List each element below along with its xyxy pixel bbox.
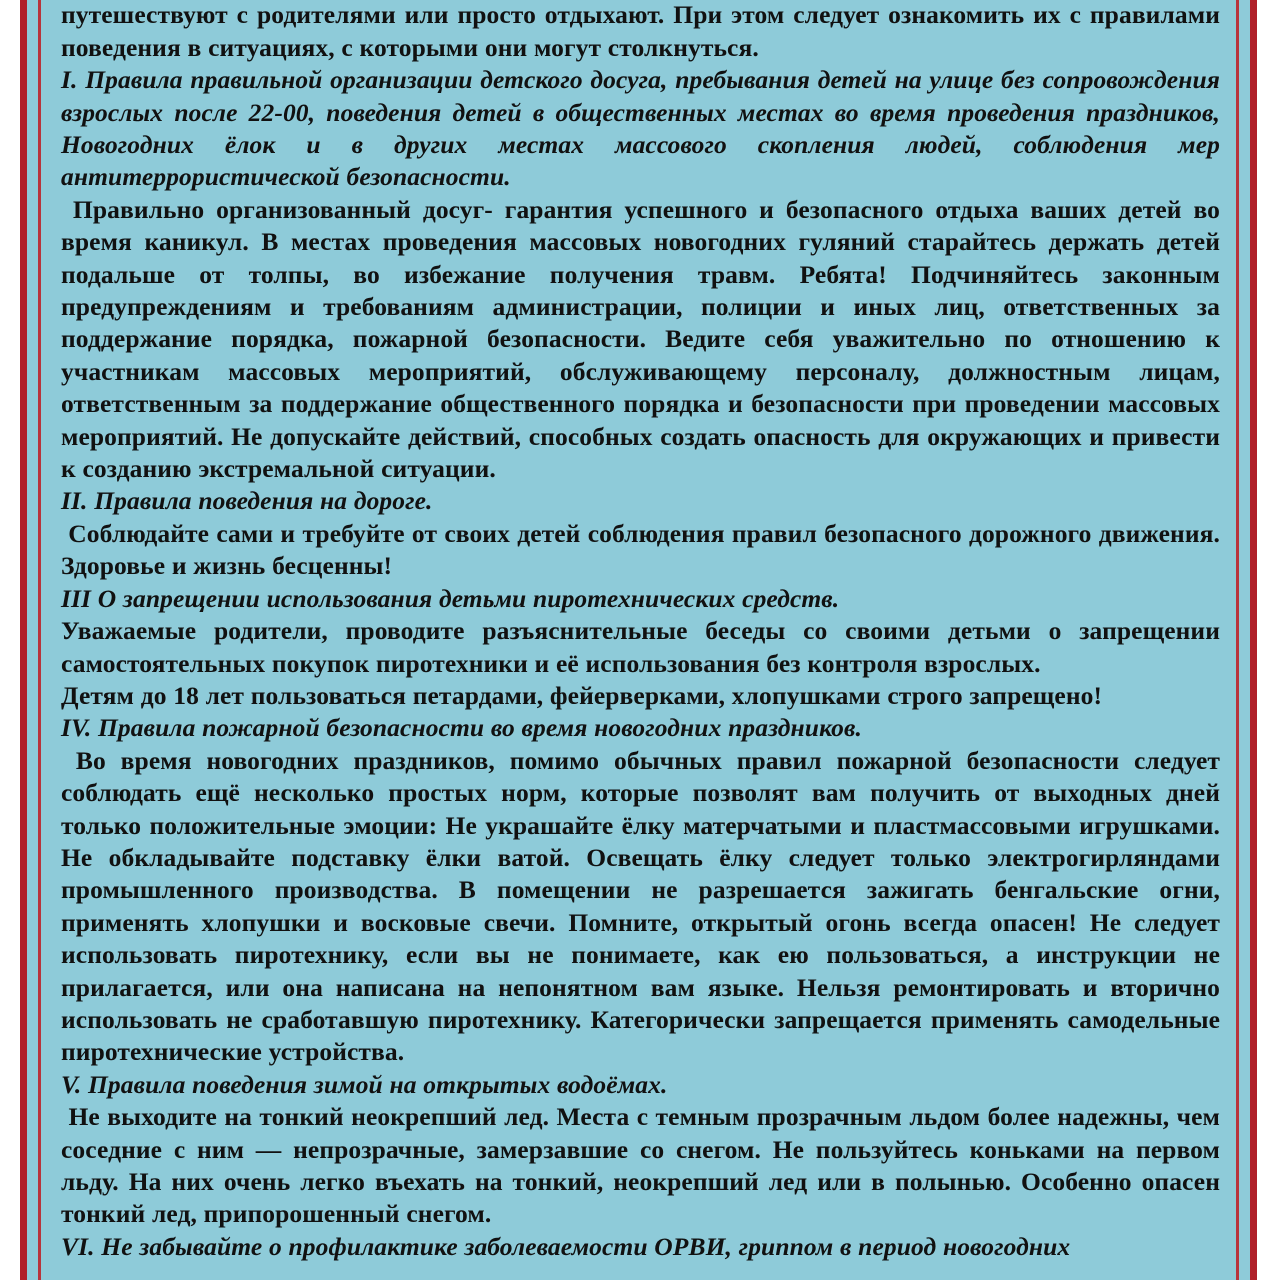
memo-body [61, 0, 1220, 1263]
section-heading-5: V. Правила поведения зимой на открытых водоёмах. [61, 1069, 668, 1099]
section-heading-3: III О запрещении использования детьми пиротехнических средств. [61, 583, 840, 613]
section-body-3a: Уважаемые родители, проводите разъяснительные беседы со своими детьми о запрещении самостоятельных покупок пиротехники и её использования без контроля взрослых. [61, 616, 1220, 678]
section-body-2: Соблюдайте сами и требуйте от своих детей соблюдения правил безопасного дорожного движения. Здоровье и жизнь бесценны! [61, 518, 1220, 581]
section-body-1: Правильно организованный досуг- гарантия успешного и безопасного отдыха ваших детей во время каникул. В местах проведения массовых новогодних гуляний старайтесь держать детей подальше от толпы, во избежание получения травм. Ребята! Подчиняйтесь законным предупреждениям и требованиям администрации, полиции и иных лиц, ответственных за поддержание порядка, пожарной безопасности. Ведите себя уважительно по отношению к участникам массовых мероприятий, обслуживающему персоналу, должностным лицам, ответственным за поддержание общественного порядка и безопасности при проведении массовых мероприятий. Не допускайте действий, способных создать опасность для окружающих и привести к созданию экстремальной ситуации. [61, 194, 1220, 484]
section-heading-1: I. Правила правильной организации детского досуга, пребывания детей на улице без сопровождения взрослых после 22-00, поведения детей в общественных местах во время проведения праздников, Новогодних ёлок и в других местах массового скопления людей, соблюдения мер антитеррористической безопасности. [61, 65, 1220, 192]
inner-rule-left [38, 0, 41, 1280]
section-body-5: Не выходите на тонкий неокрепший лед. Места с темным прозрачным льдом более надежны, чем соседние с ним — непрозрачные, замерзавшие со снегом. Не пользуйтесь коньками на первом льду. На них очень легко въехать на тонкий, неокрепший лед или в полынью. Особенно опасен тонкий лед, припорошенный снегом. [61, 1102, 1220, 1229]
section-heading-6: VI. Не забывайте о профилактике заболеваемости ОРВИ, гриппом в период новогодних [61, 1231, 1071, 1261]
section-body-3b: Детям до 18 лет пользоваться петардами, фейерверками, хлопушками строго запрещено! [61, 680, 1103, 710]
inner-rule-right [1236, 0, 1239, 1280]
intro-paragraph: путешествуют с родителями или просто отдыхают. При этом следует ознакомить их с правилами поведения в ситуациях, с которыми они могут столкнуться. [61, 0, 1220, 62]
section-heading-4: IV. Правила пожарной безопасности во время новогодних праздников. [61, 713, 862, 743]
memo-sheet [20, 0, 1257, 1280]
section-body-4: Во время новогодних праздников, помимо обычных правил пожарной безопасности следует соблюдать ещё несколько простых норм, которые позволят вам получить от выходных дней только положительные эмоции: Не украшайте ёлку матерчатыми и пластмассовыми игрушками. Не обкладывайте подставку ёлки ватой. Освещать ёлку следует только электрогирляндами промышленного производства. В помещении не разрешается зажигать бенгальские огни, применять хлопушки и восковые свечи. Помните, открытый огонь всегда опасен! Не следует использовать пиротехнику, если вы не понимаете, как ею пользоваться, а инструкции не прилагается, или она написана на непонятном вам языке. Нельзя ремонтировать и вторично использовать не сработавшую пиротехнику. Категорически запрещается применять самодельные пиротехнические устройства. [61, 745, 1220, 1067]
section-heading-2: II. Правила поведения на дороге. [61, 486, 433, 516]
